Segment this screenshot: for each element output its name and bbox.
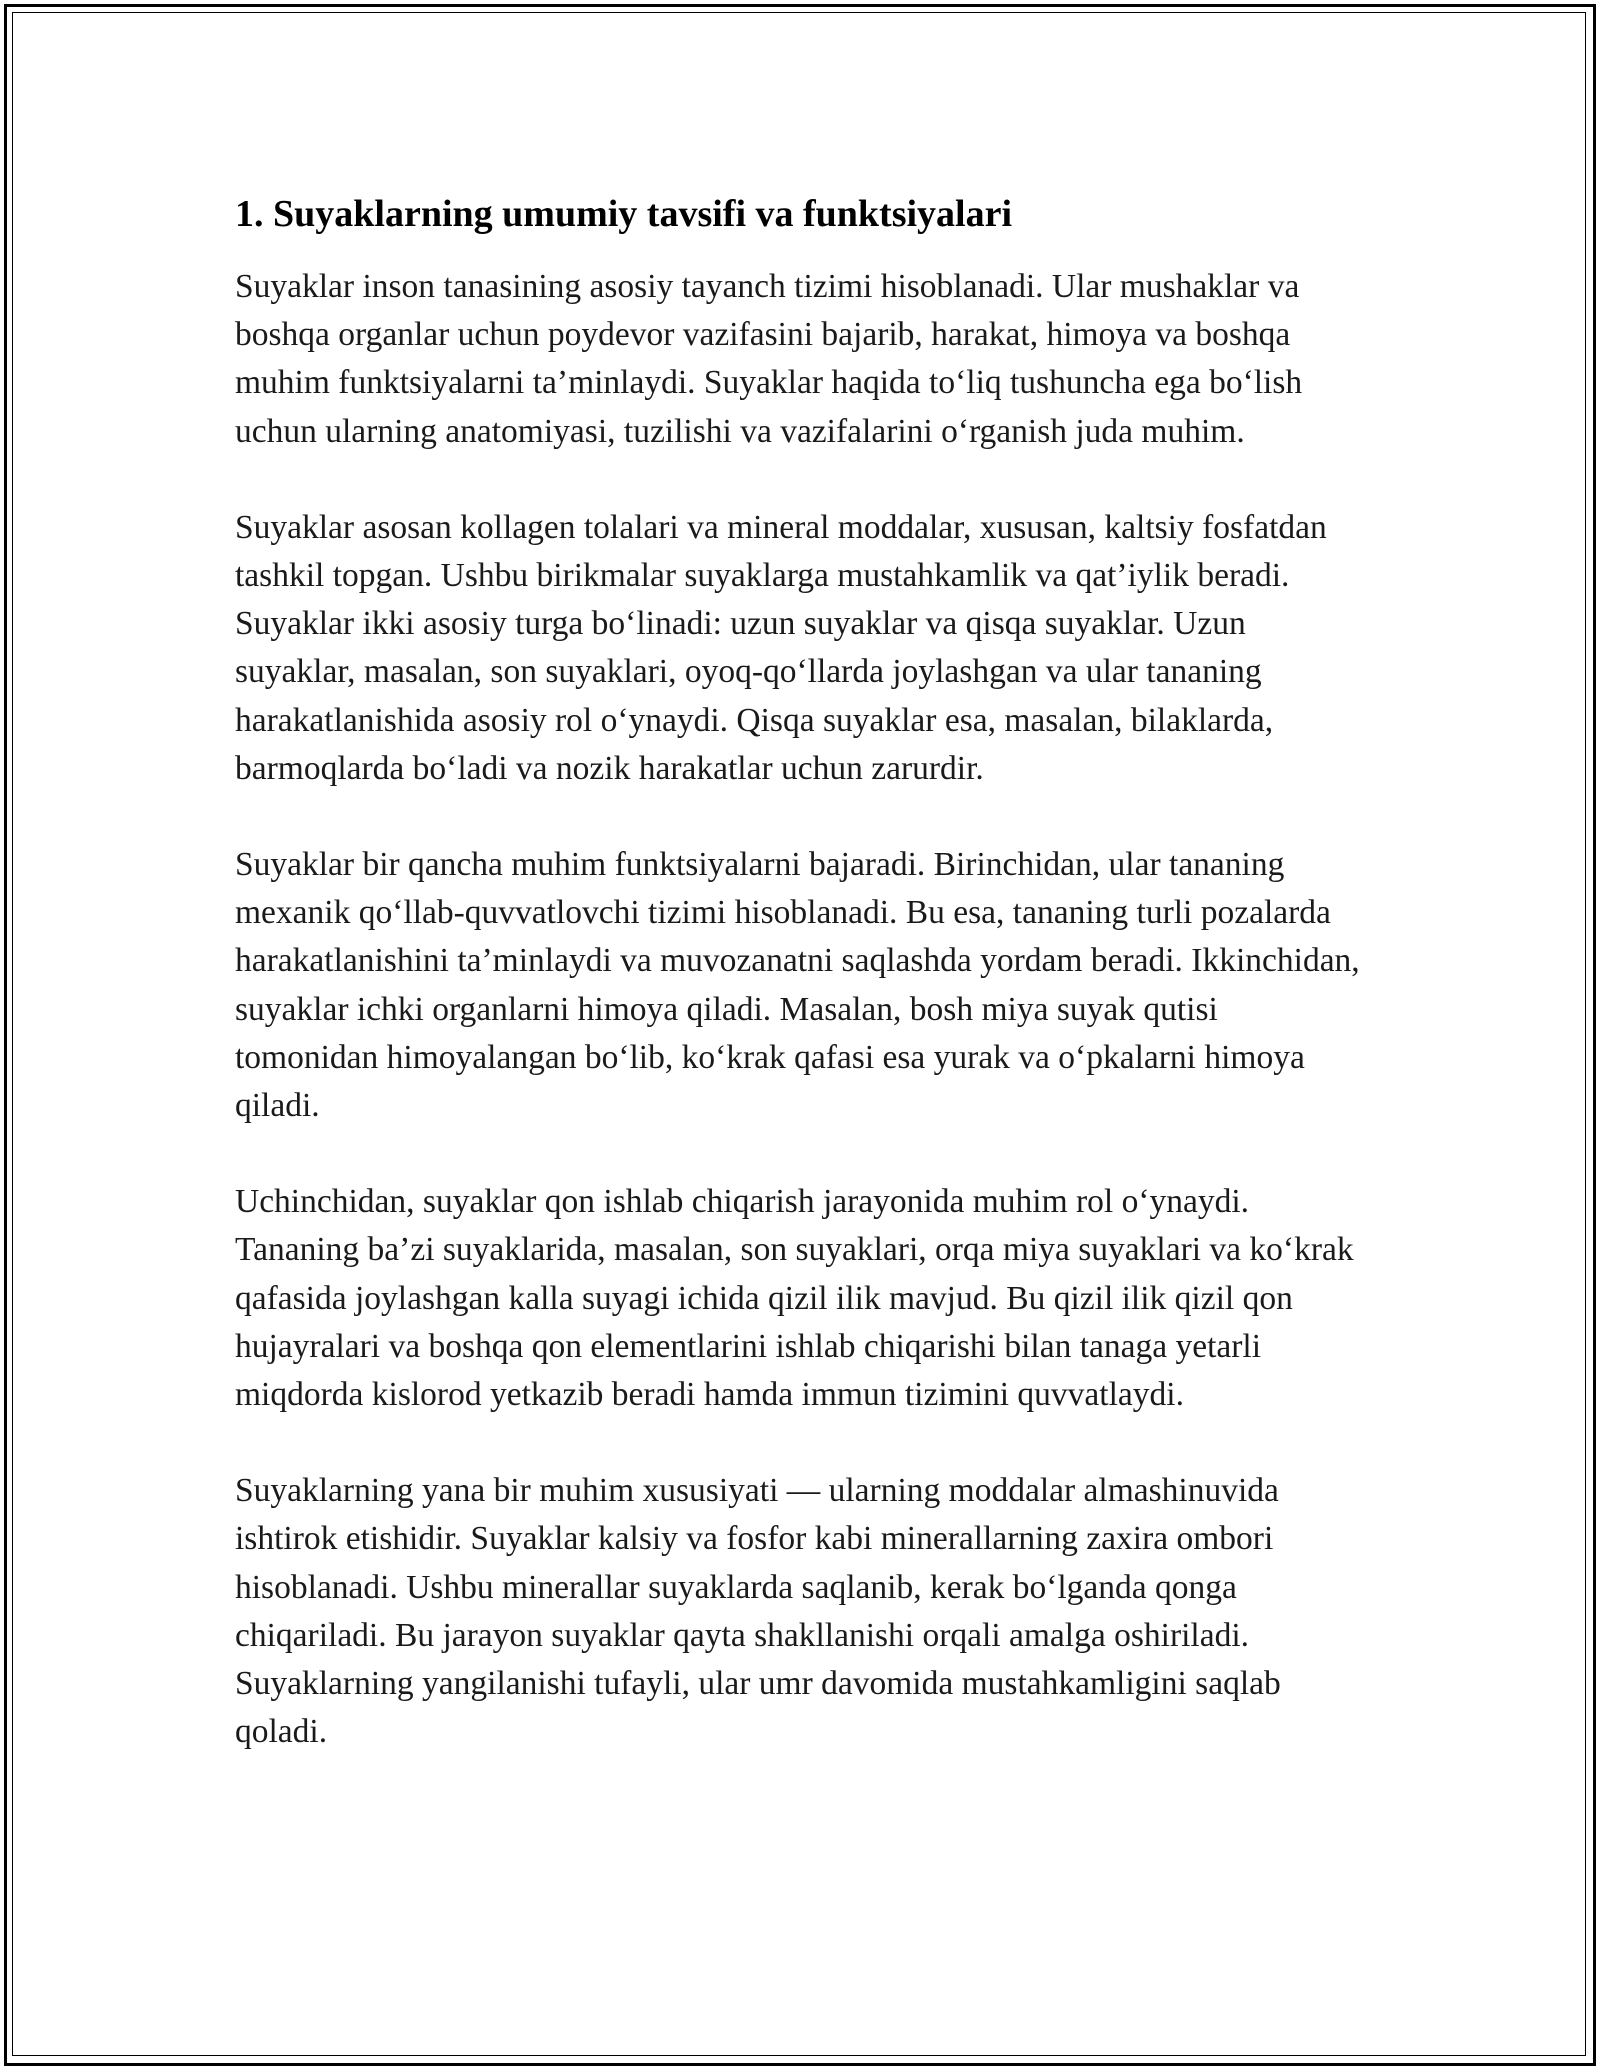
paragraph-1: Suyaklar inson tanasining asosiy tayanch tizimi hisoblanadi. Ular mushaklar va boshqa organlar uchun poydevor vazifasini bajarib, harakat, himoya va boshqa muhim funktsiyalarni ta’minlaydi. Suyaklar haqida to‘liq tushuncha ega bo‘lish uchun ularning anatomiyasi, tuzilishi va vazifalarini o‘rganish juda muhim. [235, 268, 1303, 450]
paragraph-3: Suyaklar bir qancha muhim funktsiyalarni bajaradi. Birinchidan, ular tananing mexanik qo‘llab-quvvatlovchi tizimi hisoblanadi. Bu esa, tananing turli pozalarda harakatlanishini ta’minlaydi va muvozanatni saqlashda yordam beradi. Ikkinchidan, suyaklar ichki organlarni himoya qiladi. Masalan, bosh miya suyak qutisi tomonidan himoyalangan bo‘lib, ko‘krak qafasi esa yurak va o‘pkalarni himoya qiladi. [235, 846, 1360, 1125]
document-body [235, 187, 1365, 1804]
paragraph-4: Uchinchidan, suyaklar qon ishlab chiqarish jarayonida muhim rol o‘ynaydi. Tananing ba’zi suyaklarida, masalan, son suyaklari, orqa miya suyaklari va ko‘krak qafasida joylashgan kalla suyagi ichida qizil ilik mavjud. Bu qizil ilik qizil qon hujayralari va boshqa qon elementlarini ishlab chiqarishi bilan tanaga yetarli miqdorda kislorod yetkazib beradi hamda immun tizimini quvvatlaydi. [235, 1183, 1354, 1414]
paragraph-5: Suyaklarning yana bir muhim xususiyati — ularning moddalar almashinuvida ishtirok etishidir. Suyaklar kalsiy va fosfor kabi minerallarning zaxira ombori hisoblanadi. Ushbu minerallar suyaklarda saqlanib, kerak bo‘lganda qonga chiqariladi. Bu jarayon suyaklar qayta shakllanishi orqali amalga oshiriladi. Suyaklarning yangilanishi tufayli, ular umr davomida mustahkamligini saqlab qoladi. [235, 1472, 1281, 1751]
paragraph-2: Suyaklar asosan kollagen tolalari va mineral moddalar, xususan, kaltsiy fosfatdan tashkil topgan. Ushbu birikmalar suyaklarga mustahkamlik va qat’iylik beradi. Suyaklar ikki asosiy turga bo‘linadi: uzun suyaklar va qisqa suyaklar. Uzun suyaklar, masalan, son suyaklari, oyoq-qo‘llarda joylashgan va ular tananing harakatlanishida asosiy rol o‘ynaydi. Qisqa suyaklar esa, masalan, bilaklarda, barmoqlarda bo‘ladi va nozik harakatlar uchun zarurdir. [235, 508, 1327, 787]
section-title: 1. Suyaklarning umumiy tavsifi va funktsiyalari [235, 193, 1013, 235]
